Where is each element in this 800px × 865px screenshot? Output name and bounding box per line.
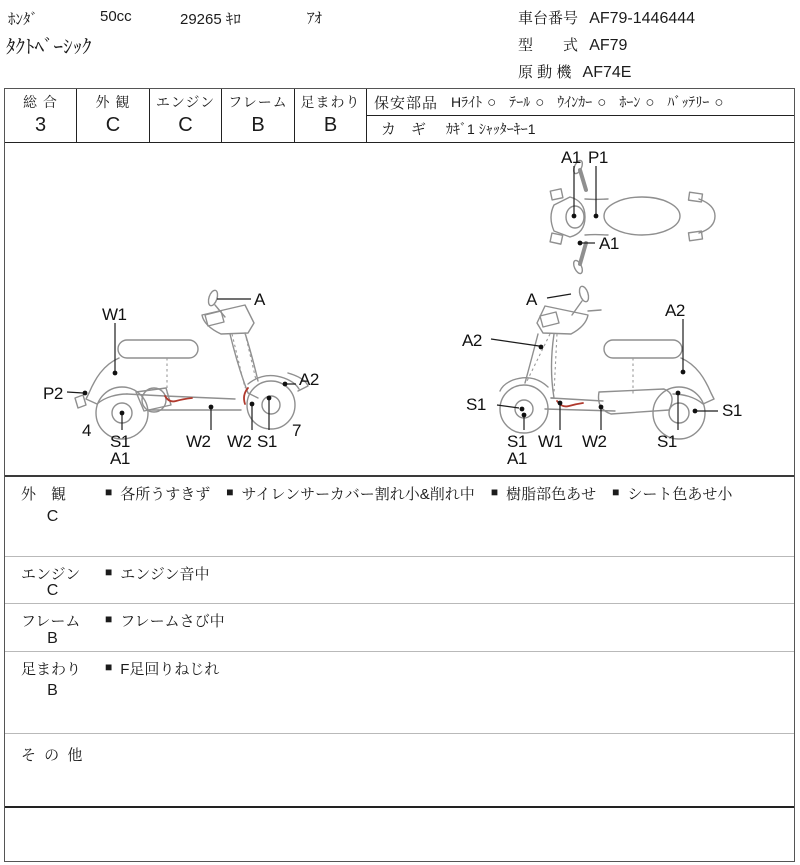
key-row: [367, 116, 794, 141]
damage-diagram: [5, 143, 794, 477]
mark-label-p2: P2: [43, 384, 63, 403]
rating-label: エンジン: [155, 94, 216, 110]
condition-note: [612, 483, 732, 504]
mark-label-w2: W2: [186, 432, 211, 451]
mark-label-4: 4: [82, 421, 91, 440]
model-label: 型 式: [518, 37, 579, 54]
rating-grade: 3: [34, 114, 47, 136]
status-circle: ○: [714, 93, 724, 111]
rating-exterior: [77, 89, 150, 142]
key-value: ｶｷﾞ1 ｼｬｯﾀｰｷｰ1: [446, 120, 536, 137]
model-code-row: [518, 34, 627, 55]
note-text: 各所うすきず: [120, 486, 211, 503]
rating-grade: C: [105, 114, 121, 136]
safety-item-label: ﾎｰﾝ: [619, 94, 641, 110]
sheet-frame: [4, 88, 795, 862]
condition-note: [105, 658, 219, 679]
condition-note: [105, 610, 225, 631]
chassis-label: 車台番号: [518, 10, 579, 27]
rating-grade: B: [251, 114, 265, 136]
safety-item-label: ﾊﾞｯﾃﾘｰ: [667, 94, 710, 110]
condition-notes: [105, 610, 225, 631]
rating-engine: [150, 89, 222, 142]
condition-grade: C: [46, 582, 59, 599]
condition-row-frame: [5, 604, 794, 652]
color-code: ｱｵ: [307, 10, 323, 27]
safety-item-winker: [557, 92, 606, 112]
safety-parts-title: 保安部品: [374, 94, 439, 112]
condition-note: [491, 483, 596, 504]
note-bullet-icon: ■: [105, 660, 113, 674]
mark-label-a2: A2: [665, 301, 685, 320]
mark-label-a1: A1: [561, 148, 581, 167]
note-text: エンジン音中: [120, 566, 210, 583]
note-text: シート色あせ小: [627, 486, 733, 503]
damage-marks: [165, 388, 583, 406]
safety-parts-row: [367, 89, 794, 116]
condition-label: エンジン: [21, 566, 81, 583]
rating-label: 足まわり: [300, 94, 361, 110]
note-bullet-icon: ■: [105, 612, 113, 626]
note-text: フレームさび中: [120, 613, 225, 630]
note-text: サイレンサーカバー割れ小&削れ中: [241, 486, 475, 503]
mark-label-w2: W2: [582, 432, 607, 451]
mark-label-a1: A1: [599, 234, 619, 253]
mark-label-w1: W1: [538, 432, 563, 451]
engine-label: 原 動 機: [518, 64, 572, 81]
blank-row: [5, 808, 794, 863]
mark-label-s1: S1: [507, 432, 527, 451]
status-circle: ○: [487, 93, 497, 111]
rating-grade: B: [323, 114, 338, 136]
condition-label: 外 観: [21, 486, 67, 503]
safety-item-label: Hﾗｲﾄ: [451, 94, 483, 110]
note-text: 樹脂部色あせ: [506, 486, 597, 503]
mark-label-s1: S1: [466, 395, 486, 414]
condition-grade: B: [47, 630, 58, 647]
safety-item-label: ﾃｰﾙ: [509, 94, 531, 110]
condition-label: 足まわり: [21, 661, 82, 678]
note-text: F足回りねじれ: [120, 661, 220, 678]
safety-item-battery: [667, 92, 723, 112]
note-bullet-icon: ■: [105, 565, 113, 579]
safety-item-tail: [509, 92, 544, 112]
rating-grade: C: [178, 114, 193, 136]
condition-notes: [105, 563, 210, 584]
condition-label: フレーム: [21, 613, 81, 630]
condition-notes: [105, 483, 732, 504]
note-bullet-icon: ■: [490, 485, 499, 499]
condition-grade: C: [46, 508, 59, 525]
condition-row-undercarriage: [5, 652, 794, 734]
rating-label: フレーム: [228, 94, 288, 110]
chassis-row: [518, 7, 695, 28]
condition-note: [105, 483, 210, 504]
model-code: AF79: [589, 37, 628, 54]
condition-label: そ の 他: [21, 747, 85, 764]
safety-item-headlight: [451, 92, 496, 112]
mark-label-p1: P1: [588, 148, 608, 167]
mark-label-7: 7: [292, 421, 301, 440]
condition-row-other: [5, 734, 794, 808]
rating-overall: [5, 89, 77, 142]
model-name: ﾀｸﾄﾍﾞｰｼｯｸ: [6, 37, 92, 58]
condition-note: [226, 483, 475, 504]
key-label: カ ギ: [381, 121, 427, 138]
condition-notes: [105, 658, 219, 679]
ratings-row: [5, 89, 794, 143]
rating-frame: [222, 89, 295, 142]
note-bullet-icon: ■: [226, 485, 234, 499]
status-circle: ○: [597, 93, 607, 111]
mark-label-a1: A1: [507, 449, 527, 468]
mark-label-s1: S1: [657, 432, 677, 451]
condition-row-exterior: [5, 477, 794, 557]
note-bullet-icon: ■: [612, 485, 620, 499]
mark-label-a: A: [254, 290, 265, 309]
mark-label-a2: A2: [299, 370, 319, 389]
note-bullet-icon: ■: [105, 485, 113, 499]
mark-label-s1: S1: [257, 432, 277, 451]
rating-undercarriage: [295, 89, 367, 142]
safety-parts-section: [367, 89, 794, 142]
condition-note: [105, 563, 210, 584]
safety-item-horn: [619, 92, 654, 112]
mark-label-w2: W2: [227, 432, 252, 451]
condition-grade: B: [47, 682, 58, 699]
condition-row-engine: [5, 557, 794, 604]
mark-label-a: A: [526, 290, 537, 309]
safety-item-label: ｳｲﾝｶｰ: [557, 94, 593, 110]
chassis-number: AF79-1446444: [589, 10, 696, 27]
mileage: 29265 ｷﾛ: [180, 11, 241, 28]
status-circle: ○: [645, 93, 655, 111]
mark-label-w1: W1: [102, 305, 127, 324]
mark-label-s1: S1: [110, 432, 130, 451]
rating-label: 外 観: [95, 94, 131, 110]
mark-label-s1: S1: [722, 401, 742, 420]
mark-label-a2: A2: [462, 331, 482, 350]
mark-label-a1: A1: [110, 449, 130, 468]
rating-label: 総 合: [23, 94, 58, 110]
engine-code: AF74E: [582, 64, 632, 81]
maker: ﾎﾝﾀﾞ: [8, 11, 39, 28]
engine-code-row: [518, 61, 631, 82]
status-circle: ○: [535, 93, 545, 111]
displacement: 50cc: [100, 8, 132, 25]
